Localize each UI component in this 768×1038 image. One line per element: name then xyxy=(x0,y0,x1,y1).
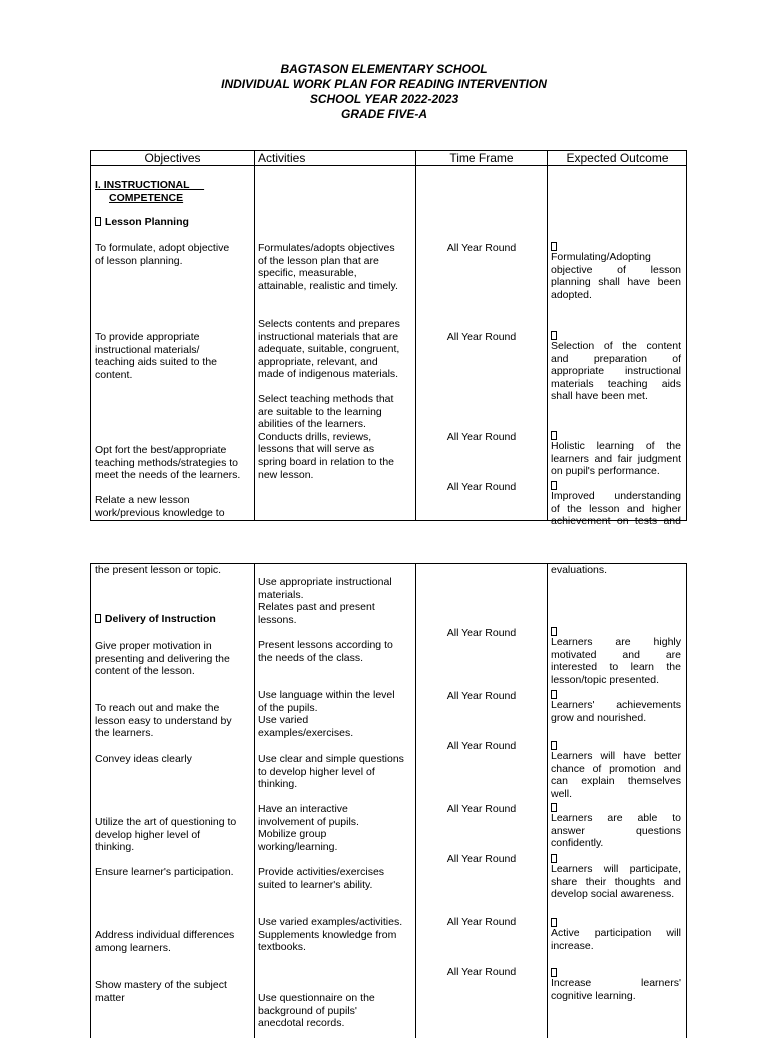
time-frame-5: All Year Round xyxy=(446,627,517,639)
subsection-lesson-planning: Lesson Planning xyxy=(95,216,250,229)
checkbox-icon xyxy=(551,242,557,251)
checkbox-icon xyxy=(95,614,101,623)
objective-10: Address individual differences among learners. xyxy=(95,929,235,954)
objective-5: Give proper motivation in presenting and delivering the content of the lesson. xyxy=(95,640,230,678)
outcome-1: Formulating/Adopting objective of lesson planning shall have been adopted. xyxy=(551,242,681,301)
time-frame-3: All Year Round xyxy=(446,431,517,443)
column-header-time-frame: Time Frame xyxy=(449,151,514,165)
objective-11: Show mastery of the subject matter xyxy=(95,979,227,1004)
column-header-activities: Activities xyxy=(258,151,306,165)
checkbox-icon xyxy=(551,741,557,750)
checkbox-icon xyxy=(551,968,557,977)
checkbox-icon xyxy=(551,690,557,699)
outcome-continued: evaluations. xyxy=(551,564,608,576)
checkbox-icon xyxy=(551,854,557,863)
outcome-5: Learners are highly motivated and are interested to learn the lesson/topic presented. xyxy=(551,627,681,686)
grade-level: GRADE FIVE-A xyxy=(340,107,427,121)
activity-3: Select teaching methods that are suitable to the learning abilities of the learners. Conducts drills, reviews, lessons that will serve as spring board in relation to the new lesson. xyxy=(258,393,395,481)
school-name: BAGTASON ELEMENTARY SCHOOL xyxy=(280,62,488,76)
outcome-8: Learners are able to answer questions confidently. xyxy=(551,803,681,850)
objective-7: Convey ideas clearly xyxy=(95,753,192,765)
section-heading: I. INSTRUCTIONAL COMPETENCE xyxy=(95,179,190,204)
time-frame-4: All Year Round xyxy=(446,481,517,493)
objective-1: To formulate, adopt objective of lesson planning. xyxy=(95,242,230,267)
plan-title: INDIVIDUAL WORK PLAN FOR READING INTERVENTION xyxy=(221,77,547,91)
activity-5: Present lessons according to the needs of the class. xyxy=(258,639,393,664)
checkbox-icon xyxy=(551,331,557,340)
time-frame-10: All Year Round xyxy=(446,916,517,928)
outcome-11: Increase learners' cognitive learning. xyxy=(551,968,681,1002)
activity-7: Use clear and simple questions to develop higher level of thinking. xyxy=(258,753,404,791)
subsection-delivery-of-instruction: Delivery of Instruction xyxy=(95,613,250,626)
time-frame-11: All Year Round xyxy=(446,966,517,978)
column-header-objectives: Objectives xyxy=(144,151,201,165)
activity-2: Selects contents and prepares instructional materials that are adequate, suitable, congruent, appropriate, relevant, and made of indigenous materials. xyxy=(258,318,400,381)
activity-9: Provide activities/exercises suited to learner's ability. xyxy=(258,866,385,891)
objective-6: To reach out and make the lesson easy to understand by the learners. xyxy=(95,702,232,740)
time-frame-8: All Year Round xyxy=(446,803,517,815)
outcome-3: Holistic learning of the learners and fair judgment on pupil's performance. xyxy=(551,431,681,478)
activity-8: Have an interactive involvement of pupils. Mobilize group working/learning. xyxy=(258,803,359,853)
time-frame-2: All Year Round xyxy=(446,331,517,343)
activity-11: Use questionnaire on the background of pupils' anecdotal records. xyxy=(258,992,375,1030)
checkbox-icon xyxy=(551,481,557,490)
outcome-4: Improved understanding of the lesson and higher achievement on tests and xyxy=(551,481,681,528)
outcome-2: Selection of the content and preparation of appropriate instructional materials teaching aids shall have been met. xyxy=(551,331,681,403)
activity-10: Use varied examples/activities. Supplements knowledge from textbooks. xyxy=(258,916,403,954)
checkbox-icon xyxy=(551,431,557,440)
outcome-7: Learners will have better chance of promotion and can explain themselves well. xyxy=(551,741,681,800)
time-frame-7: All Year Round xyxy=(446,740,517,752)
checkbox-icon xyxy=(551,918,557,927)
objective-4: Relate a new lesson work/previous knowledge to xyxy=(95,494,225,519)
time-frame-9: All Year Round xyxy=(446,853,517,865)
activity-4: Use appropriate instructional materials. Relates past and present lessons. xyxy=(258,576,392,626)
objective-2: To provide appropriate instructional materials/ teaching aids suited to the content. xyxy=(95,331,218,381)
objective-3: Opt fort the best/appropriate teaching methods/strategies to meet the needs of the learners. xyxy=(95,444,241,482)
checkbox-icon xyxy=(95,217,101,226)
activity-6: Use language within the level of the pupils. Use varied examples/exercises. xyxy=(258,689,395,739)
time-frame-1: All Year Round xyxy=(446,242,517,254)
work-plan-table-page-1 xyxy=(90,150,687,528)
objective-9: Ensure learner's participation. xyxy=(95,866,234,878)
outcome-10: Active participation will increase. xyxy=(551,918,681,952)
work-plan-table-page-2 xyxy=(90,563,687,1038)
outcome-9: Learners will participate, share their thoughts and develop social awareness. xyxy=(551,854,681,901)
objective-8: Utilize the art of questioning to develop higher level of thinking. xyxy=(95,816,237,854)
activity-1: Formulates/adopts objectives of the lesson plan that are specific, measurable, attainable, realistic and timely. xyxy=(258,242,398,292)
checkbox-icon xyxy=(551,627,557,636)
objective-continued: the present lesson or topic. xyxy=(95,564,222,576)
outcome-6: Learners' achievements grow and nourished. xyxy=(551,690,681,724)
column-header-expected-outcome: Expected Outcome xyxy=(566,151,669,165)
school-year: SCHOOL YEAR 2022-2023 xyxy=(309,92,459,106)
time-frame-6: All Year Round xyxy=(446,690,517,702)
checkbox-icon xyxy=(551,803,557,812)
